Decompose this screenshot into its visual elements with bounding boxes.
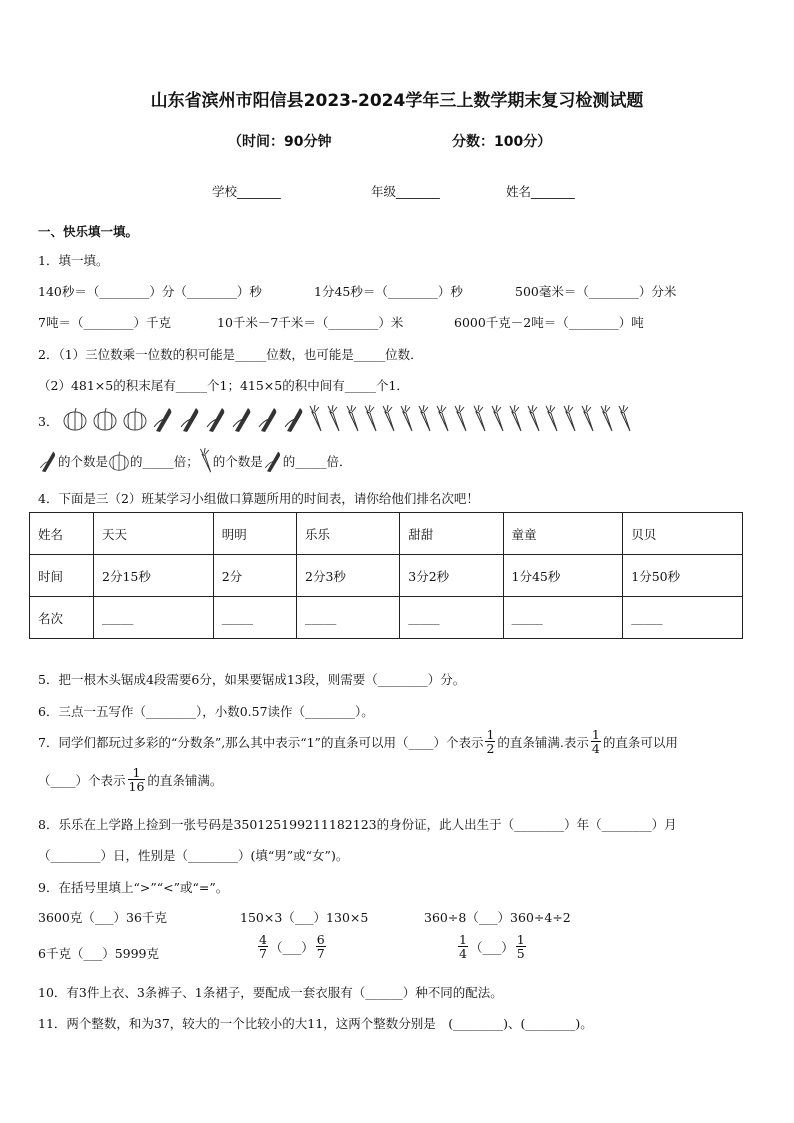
table-row: [30, 513, 743, 555]
q9-title: 9．在括号里填上“>”“<”或“=”。: [38, 880, 229, 895]
q8-line-1: 8．乐乐在上学路上捡到一张号码是350125199211182123的身份证，此人出生于（________）年（________）月: [38, 817, 677, 832]
q3-text-3: 的个数是: [212, 454, 263, 469]
q4-title: 4．下面是三（2）班某学习小组做口算题所用的时间表，请你给他们排名次吧！: [38, 491, 479, 506]
table-cell: 2分: [213, 555, 296, 597]
carrot-icon: [454, 405, 468, 433]
ranking-table: [29, 512, 743, 639]
table-cell: 姓名: [30, 513, 94, 555]
table-cell: _____: [400, 597, 503, 639]
fraction-six-sevenths: [316, 933, 326, 960]
q7-text-e: 的直条铺满。: [147, 772, 223, 788]
table-cell: _____: [213, 597, 296, 639]
fraction-one-fifth: [516, 933, 526, 960]
fraction-denominator: 7: [316, 946, 325, 962]
fraction-one-sixteenth: [128, 766, 146, 793]
table-row: [30, 555, 743, 597]
carrot-icon: [327, 405, 341, 433]
fraction-denominator: 7: [259, 946, 267, 962]
table-cell: 乐乐: [297, 513, 400, 555]
corn-icon: [283, 405, 305, 433]
fraction-denominator: 16: [128, 779, 145, 795]
fraction-one-half: [485, 728, 495, 755]
q9-item-c: 360÷8（___）360÷4÷2: [424, 910, 571, 925]
carrot-icon: [581, 405, 595, 433]
q8-line-2: （________）日，性别是（________）(填“男”或“女”)。: [38, 848, 349, 863]
q3-picture-row: [62, 405, 632, 435]
pumpkin-icon: [122, 406, 148, 432]
carrot-icon: [346, 405, 360, 433]
q7-text-b: 的直条铺满.表示: [497, 734, 589, 750]
table-cell: 天天: [94, 513, 214, 555]
carrot-icon: [199, 448, 213, 474]
q7-line-2: [38, 766, 222, 793]
name-field: 姓名_______: [506, 184, 575, 199]
fraction-numerator: 1: [486, 727, 495, 742]
exam-time: （时间：90分钟: [228, 134, 332, 150]
exam-score: 分数：100分）: [452, 134, 552, 150]
corn-icon: [231, 405, 253, 433]
carrot-icon: [618, 405, 632, 433]
q9-item-b: 150×3（___）130×5: [240, 910, 369, 925]
q11: 11．两个整数，和为37，较大的一个比较小的大11，这两个整数分别是 (________)、(________)。: [38, 1016, 593, 1031]
carrot-icon: [473, 405, 487, 433]
q7-text-a: 7．同学们都玩过多彩的“分数条”,那么其中表示“1”的直条可以用（____）个表示: [38, 734, 484, 750]
fraction-denominator: 5: [516, 946, 525, 962]
q7-text-c: 的直条可以用: [602, 734, 678, 750]
fraction-denominator: 4: [459, 946, 467, 962]
q1-item-a: 140秒＝（________）分（________）秒: [38, 284, 262, 299]
table-cell: 明明: [213, 513, 296, 555]
fraction-four-sevenths: [258, 933, 268, 960]
q1-title: 1．填一填。: [38, 253, 109, 268]
table-cell: 2分3秒: [297, 555, 400, 597]
carrot-icon: [600, 405, 614, 433]
q2-part-2: （2）481×5的积末尾有_____个1；415×5的积中间有_____个1．: [38, 378, 409, 393]
q7-line-1: [38, 728, 678, 755]
table-cell: 童童: [503, 513, 623, 555]
q9-item-f: [456, 933, 528, 960]
carrot-icon: [527, 405, 541, 433]
q3-text-4: 的_____倍．: [282, 454, 352, 469]
table-cell: 3分2秒: [400, 555, 503, 597]
table-cell: 1分50秒: [623, 555, 743, 597]
q1-item-d: 7吨＝（________）千克: [38, 315, 171, 330]
carrot-icon: [364, 405, 378, 433]
table-cell: 名次: [30, 597, 94, 639]
table-cell: 贝贝: [623, 513, 743, 555]
pumpkin-icon: [108, 450, 130, 472]
corn-icon: [152, 405, 174, 433]
q10: 10．有3件上衣、3条裤子、1条裙子，要配成一套衣服有（______）种不同的配法。: [38, 985, 503, 1000]
table-cell: 2分15秒: [94, 555, 214, 597]
fraction-numerator: 1: [591, 727, 600, 742]
section-heading: 一、快乐填一填。: [38, 224, 139, 239]
corn-icon: [205, 405, 227, 433]
table-cell: _____: [297, 597, 400, 639]
carrot-icon: [309, 405, 323, 433]
fraction-denominator: 4: [591, 741, 600, 757]
fraction-one-quarter: [458, 933, 468, 960]
q6: 6．三点一五写作（________），小数0.57读作（________）。: [38, 704, 374, 719]
q9-item-d: 6千克（___）5999克: [38, 946, 160, 961]
fraction-numerator: 4: [259, 932, 267, 947]
fraction-numerator: 1: [459, 932, 467, 947]
carrot-icon: [418, 405, 432, 433]
corn-icon: [179, 405, 201, 433]
school-field: 学校_______: [212, 184, 281, 199]
carrot-icon: [382, 405, 396, 433]
table-cell: _____: [503, 597, 623, 639]
q1-item-f: 6000千克－2吨＝（________）吨: [454, 315, 644, 330]
corn-icon: [263, 449, 283, 473]
fraction-numerator: 1: [128, 766, 146, 780]
fraction-denominator: 2: [486, 741, 495, 757]
q5: 5．把一根木头锯成4段需要6分，如果要锯成13段，则需要（________）分。: [38, 672, 466, 687]
corn-icon: [257, 405, 279, 433]
q2-part-1: 2．（1）三位数乘一位数的积可能是_____位数，也可能是_____位数．: [38, 347, 423, 362]
carrot-icon: [545, 405, 559, 433]
table-cell: _____: [623, 597, 743, 639]
q9-item-a: 3600克（___）36千克: [38, 910, 167, 925]
carrot-icon: [563, 405, 577, 433]
fraction-numerator: 1: [516, 932, 525, 947]
page-title: 山东省滨州市阳信县2023-2024学年三上数学期末复习检测试题: [150, 91, 644, 111]
q7-text-d: （____）个表示: [38, 772, 126, 788]
table-cell: 1分45秒: [503, 555, 623, 597]
compare-blank: （___）: [469, 939, 514, 955]
pumpkin-icon: [62, 406, 88, 432]
q3-text-2: 的_____倍；: [130, 454, 199, 469]
table-cell: 时间: [30, 555, 94, 597]
corn-icon: [38, 449, 58, 473]
carrot-icon: [436, 405, 450, 433]
carrot-icon: [491, 405, 505, 433]
q3-question: [38, 448, 352, 474]
q3-number: 3．: [38, 414, 59, 429]
q1-item-b: 1分45秒＝（________）秒: [314, 284, 463, 299]
q3-text-1: 的个数是: [58, 454, 109, 469]
carrot-icon: [400, 405, 414, 433]
pumpkin-icon: [92, 406, 118, 432]
table-cell: 甜甜: [400, 513, 503, 555]
compare-blank: （___）: [269, 939, 314, 955]
table-cell: _____: [94, 597, 214, 639]
q1-item-c: 500毫米＝（________）分米: [515, 284, 677, 299]
fraction-one-quarter: [591, 728, 601, 755]
carrot-icon: [509, 405, 523, 433]
grade-field: 年级_______: [371, 184, 440, 199]
fraction-numerator: 6: [316, 932, 325, 947]
q9-item-e: [256, 933, 328, 960]
table-row: [30, 597, 743, 639]
q1-item-e: 10千米－7千米＝（________）米: [217, 315, 404, 330]
